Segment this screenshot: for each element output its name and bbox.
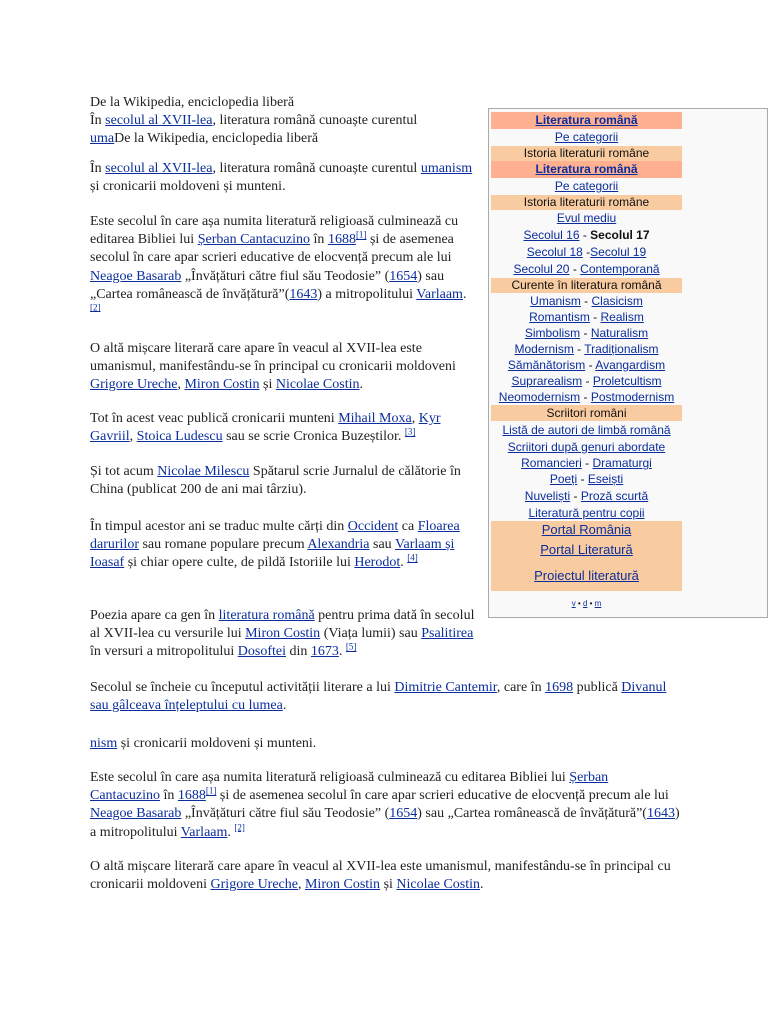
text: sau <box>369 537 395 553</box>
navbox-title-link[interactable]: Literatura română <box>535 162 638 176</box>
text: Tot în acest veac publică cronicarii munteni <box>90 411 339 426</box>
ref-link[interactable]: [5] <box>345 641 357 652</box>
text: pentru prima dată în secolul al XVII-lea cu versurile lui <box>90 608 475 642</box>
paragraph-2 <box>90 213 476 322</box>
text: ca <box>398 519 418 534</box>
link-secolul-19[interactable]: Secolul 19 <box>590 245 647 259</box>
text: „Învățături către fiul său Teodosie” ( <box>181 268 390 284</box>
navbox-row-curente-3 <box>491 325 682 341</box>
text: și <box>259 377 276 393</box>
link-nicolae-costin[interactable]: Nicolae Costin <box>275 377 360 393</box>
paragraph-9 <box>90 735 680 753</box>
navbox-row-lista <box>491 422 682 438</box>
text: În <box>90 161 106 176</box>
link-scriitori-genuri[interactable]: Scriitori după genuri abordate <box>507 440 666 454</box>
navbox-proiect <box>491 561 682 591</box>
link-suprarealism[interactable]: Suprarealism <box>511 374 583 388</box>
navbox-section-istoria: Istoria literaturii române <box>491 146 682 161</box>
link-view[interactable]: v <box>571 599 576 608</box>
link-alexandria[interactable]: Alexandria <box>307 537 370 553</box>
text: , <box>411 411 419 426</box>
intro-line-3 <box>90 130 476 148</box>
navbox-section-istoria: Istoria literaturii române <box>491 195 682 210</box>
link-varlaam[interactable]: Varlaam <box>180 824 228 840</box>
link-postmodernism[interactable]: Postmodernism <box>590 390 675 404</box>
link-clasicism[interactable]: Clasicism <box>591 294 643 308</box>
text: . <box>462 286 467 302</box>
text: ) sau „Cartea românească de învățătură”( <box>417 806 647 822</box>
text: În <box>90 113 106 129</box>
text: Este secolul în care așa numita literatură religioasă culminează cu editarea Bibliei lui <box>90 214 459 248</box>
intro-line-2 <box>90 112 476 130</box>
text: ) a mitropolitului <box>317 286 417 302</box>
link-1673[interactable]: 1673 <box>310 644 339 660</box>
link-romancieri[interactable]: Romancieri <box>521 456 582 470</box>
text: , <box>129 429 137 445</box>
text: . <box>480 877 484 893</box>
separator: - <box>569 262 581 276</box>
text: O altă mișcare literară care apare în veacul al XVII-lea este umanismul, manifestându-se în principal cu cronicarii moldoveni <box>90 341 456 375</box>
text: și de asemenea secolul în care apar scrieri educative de elocvență precum ale lui <box>90 232 454 266</box>
text: De la Wikipedia, enciclopedia liberă <box>114 131 319 147</box>
link-1654[interactable]: 1654 <box>389 268 418 284</box>
link-secolul-xvii[interactable]: secolul al XVII-lea <box>105 113 213 129</box>
navbox-literatura-romana <box>488 108 768 618</box>
link-dosoftei[interactable]: Dosoftei <box>237 644 286 660</box>
navbox-title <box>491 112 682 129</box>
link-serban-cantacuzino[interactable]: Șerban Cantacuzino <box>197 232 311 248</box>
link-neagoe-basarab[interactable]: Neagoe Basarab <box>90 806 182 822</box>
navbox-row-secole <box>491 227 682 244</box>
paragraph-4 <box>90 410 476 446</box>
link-divanul[interactable]: Divanul sau gâlceava înțeleptului cu lumea <box>90 680 667 714</box>
separator: - <box>579 228 591 242</box>
text: . <box>227 824 235 840</box>
text: Poezia apare ca gen în <box>90 608 219 623</box>
paragraph-7 <box>90 607 476 662</box>
link-realism[interactable]: Realism <box>600 310 644 324</box>
link-secolul-20[interactable]: Secolul 20 <box>513 262 570 276</box>
ref-link[interactable]: [1] <box>355 229 367 240</box>
text: în versuri a mitropolitului <box>90 644 238 660</box>
ref-link[interactable]: [3] <box>404 426 416 437</box>
link-modernism[interactable]: Modernism <box>514 342 574 356</box>
link-evul-mediu[interactable]: Evul mediu <box>556 211 617 225</box>
link-umanism[interactable]: Umanism <box>530 294 581 308</box>
link-nism[interactable]: nism <box>90 736 118 751</box>
link-pe-categorii[interactable]: Pe categorii <box>554 130 619 144</box>
text: și cronicarii moldoveni și munteni. <box>90 179 286 195</box>
navbox-vdm <box>491 597 682 611</box>
navbox-row-curente-7 <box>491 389 682 405</box>
link-romantism[interactable]: Romantism <box>529 310 590 324</box>
link-1688[interactable]: 1688 <box>327 232 356 248</box>
link-neagoe-basarab[interactable]: Neagoe Basarab <box>90 268 182 284</box>
navbox-categories <box>491 178 682 195</box>
separator: - <box>580 294 592 308</box>
reference-1[interactable] <box>206 786 217 796</box>
navbox-portal-literatura <box>491 539 682 561</box>
link-traditionalism[interactable]: Tradiționalism <box>584 342 659 356</box>
link-dramaturgi[interactable]: Dramaturgi <box>592 456 652 470</box>
navbox-row-copii <box>491 505 682 521</box>
link-literatura-copii[interactable]: Literatură pentru copii <box>528 506 645 520</box>
text: și <box>380 877 397 893</box>
text: „Învățături către fiul său Teodosie” ( <box>181 806 390 822</box>
separator: - <box>582 374 593 388</box>
link-grigore-ureche[interactable]: Grigore Ureche <box>210 877 298 893</box>
navbox-row-curente-1 <box>491 293 682 309</box>
navbox-row-nuvelisti <box>491 488 682 504</box>
separator: - <box>581 456 593 470</box>
link-grigore-ureche[interactable]: Grigore Ureche <box>90 377 178 393</box>
navbox-row-genuri <box>491 439 682 455</box>
navbox-row-poeti <box>491 471 682 487</box>
text: Este secolul în care așa numita literatură religioasă culminează cu editarea Bibliei lui <box>90 770 570 785</box>
link-lista-autori[interactable]: Listă de autori de limbă română <box>502 423 671 437</box>
navbox-title-link[interactable]: Literatura română <box>535 113 638 127</box>
text: în <box>159 788 178 804</box>
link-1688[interactable]: 1688 <box>177 788 206 804</box>
navbox-section-scriitori: Scriitori români <box>491 405 682 421</box>
source-line: De la Wikipedia, enciclopedia liberă <box>90 95 295 110</box>
paragraph-10 <box>90 769 680 842</box>
link-secolul-16[interactable]: Secolul 16 <box>523 228 580 242</box>
text: , <box>177 377 185 393</box>
reference-5[interactable] <box>346 642 357 652</box>
navbox-categories <box>491 129 682 146</box>
navbox-row-curente-4 <box>491 341 682 357</box>
link-nuvelisti[interactable]: Nuveliști <box>524 489 571 503</box>
link-miron-costin[interactable]: Miron Costin <box>184 377 260 393</box>
navbox-row-curente-2 <box>491 309 682 325</box>
separator: - <box>585 358 596 372</box>
text: O altă mișcare literară care apare în veacul al XVII-lea este umanismul, manifestându-se în principal cu cronicarii moldoveni <box>90 859 671 893</box>
text: , <box>297 877 305 893</box>
text: publică <box>573 680 622 695</box>
navbox-row-evul-mediu <box>491 210 682 227</box>
text: și de asemenea secolul în care apar scrieri educative de elocvență precum ale lui <box>216 788 669 804</box>
link-naturalism[interactable]: Naturalism <box>590 326 649 340</box>
text: și chiar opere culte, de pildă Istoriile lui <box>124 555 355 571</box>
separator: - <box>570 489 581 503</box>
text: În timpul acestor ani se traduc multe cărți din <box>90 519 348 534</box>
link-occident[interactable]: Occident <box>347 519 399 534</box>
link-1698[interactable]: 1698 <box>545 680 574 695</box>
link-neomodernism[interactable]: Neomodernism <box>498 390 581 404</box>
text: și cronicarii moldoveni și munteni. <box>117 736 317 751</box>
text: . <box>359 377 363 393</box>
link-avangardism[interactable]: Avangardism <box>595 358 666 372</box>
link-simbolism[interactable]: Simbolism <box>524 326 581 340</box>
text: . <box>400 555 408 571</box>
navbox-title <box>491 161 682 178</box>
link-semanatorism[interactable]: Sămănătorism <box>507 358 586 372</box>
reference-3[interactable] <box>405 427 416 437</box>
paragraph-8 <box>90 679 680 715</box>
link-contemporana[interactable]: Contemporană <box>580 262 660 276</box>
ref-link[interactable]: [2] <box>234 821 245 832</box>
link-secolul-18[interactable]: Secolul 18 <box>526 245 583 259</box>
link-pe-categorii[interactable]: Pe categorii <box>554 179 619 193</box>
text: Secolul se încheie cu începutul activității literare a lui <box>90 680 395 695</box>
ref-link[interactable]: [1] <box>205 785 217 796</box>
link-proletcultism[interactable]: Proletcultism <box>592 374 662 388</box>
text: din <box>285 644 311 660</box>
navbox-row-curente-6 <box>491 373 682 389</box>
link-modify[interactable]: m <box>594 599 602 608</box>
link-herodot[interactable]: Herodot <box>354 555 401 571</box>
text: Spătarul scrie Jurnalul de călătorie în China (publicat 200 de ani mai târziu). <box>90 464 461 498</box>
link-secolul-xvii[interactable]: secolul al XVII-lea <box>105 161 213 176</box>
link-proiectul-literatura[interactable]: Proiectul literatură <box>534 568 639 583</box>
ref-link[interactable]: [4] <box>407 552 418 563</box>
link-nicolae-milescu[interactable]: Nicolae Milescu <box>157 464 250 479</box>
reference-1[interactable] <box>356 230 367 240</box>
paragraph-3 <box>90 340 476 395</box>
text: în <box>310 232 328 248</box>
link-literatura-romana[interactable]: literatura română <box>218 608 315 623</box>
link-uma[interactable]: uma <box>90 131 115 147</box>
link-stoica-ludescu[interactable]: Stoica Ludescu <box>136 429 223 445</box>
link-portal-romania[interactable]: Portal România <box>541 522 632 537</box>
link-mihail-moxa[interactable]: Mihail Moxa <box>338 411 412 426</box>
separator: - <box>580 390 591 404</box>
intro-block <box>90 94 476 149</box>
navbox-row-romancieri <box>491 455 682 471</box>
text: . <box>282 698 287 714</box>
navbox-row-secole-3 <box>491 261 682 278</box>
paragraph-6 <box>90 518 476 573</box>
link-floarea-darurilor[interactable]: Floarea darurilor <box>90 519 460 553</box>
link-varlaam[interactable]: Varlaam <box>416 286 463 302</box>
separator: - <box>589 310 601 324</box>
reference-4[interactable] <box>407 553 418 563</box>
reference-2[interactable] <box>90 302 101 312</box>
dot-separator: • <box>587 599 595 608</box>
link-miron-costin[interactable]: Miron Costin <box>245 626 321 642</box>
link-eseisti[interactable]: Eseiști <box>587 472 624 486</box>
separator: - <box>577 472 588 486</box>
text: sau romane populare precum <box>138 537 308 553</box>
text: ) sau „Cartea românească de învățătură”( <box>90 268 445 302</box>
paragraph-5 <box>90 463 476 499</box>
link-poeti[interactable]: Poeți <box>549 472 578 486</box>
text: , care în <box>496 680 546 695</box>
link-1643[interactable]: 1643 <box>646 806 675 822</box>
text: , literatura română cunoaște curentul <box>212 161 418 176</box>
paragraph-1 <box>90 160 476 196</box>
separator: - <box>573 342 585 356</box>
current-secolul-17: Secolul 17 <box>590 228 650 242</box>
text: Și tot acum <box>90 464 158 479</box>
reference-2[interactable] <box>234 822 245 832</box>
link-discuss[interactable]: d <box>582 599 588 608</box>
link-varlaam-ioasaf[interactable]: Varlaam și Ioasaf <box>90 537 455 571</box>
text: , literatura română cunoaște curentul <box>212 113 418 129</box>
separator: - <box>580 326 591 340</box>
link-proza-scurta[interactable]: Proză scurtă <box>580 489 649 503</box>
link-kyr-gavriil[interactable]: Kyr Gavriil <box>90 411 441 445</box>
navbox-section-curente: Curente în literatura română <box>491 278 682 293</box>
link-dimitrie-cantemir[interactable]: Dimitrie Cantemir <box>394 680 497 695</box>
navbox-portal-romania <box>491 521 682 539</box>
ref-link[interactable]: [2] <box>90 302 101 313</box>
link-psaltirea[interactable]: Psalitirea <box>421 626 474 642</box>
paragraph-11 <box>90 858 680 894</box>
link-1654[interactable]: 1654 <box>389 806 418 822</box>
link-serban-cantacuzino[interactable]: Șerban Cantacuzino <box>90 770 609 804</box>
navbox-row-secole-2: Secolul 18 -Secolul 19 <box>491 244 682 261</box>
text: (Viața lumii) sau <box>320 626 422 642</box>
link-umanism[interactable]: umanism <box>420 161 473 176</box>
link-nicolae-costin[interactable]: Nicolae Costin <box>396 877 481 893</box>
navbox-row-curente-5 <box>491 357 682 373</box>
link-miron-costin[interactable]: Miron Costin <box>304 877 381 893</box>
link-portal-literatura[interactable]: Portal Literatură <box>540 542 633 557</box>
dot-separator: • <box>575 599 583 608</box>
text: . <box>338 644 346 660</box>
link-1643[interactable]: 1643 <box>289 286 318 302</box>
text: sau se scrie Cronica Buzeștilor. <box>222 429 405 445</box>
text: ) a mitropolitului <box>90 806 680 840</box>
